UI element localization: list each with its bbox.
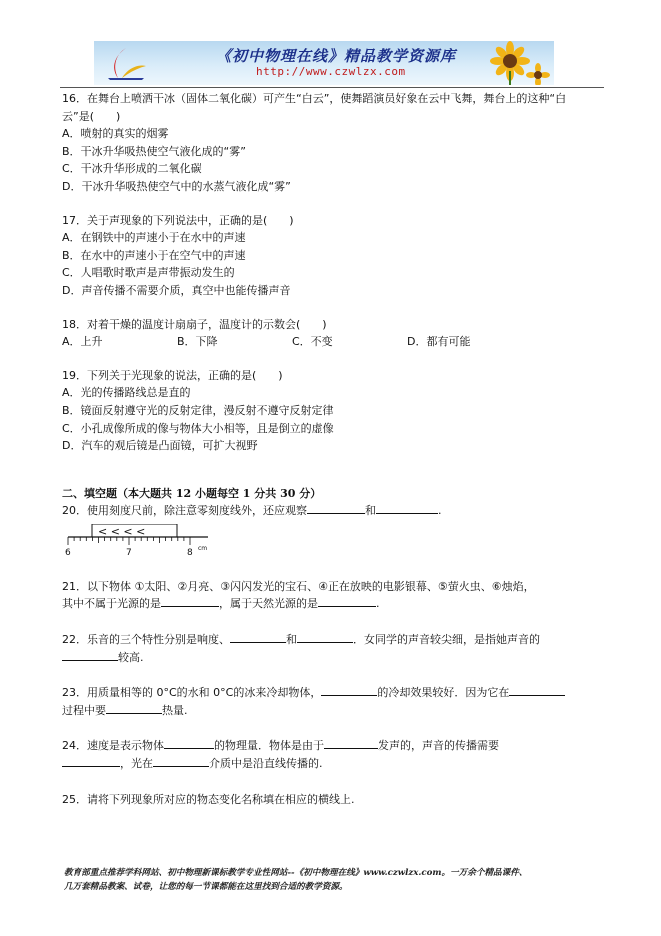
- question-22-text-c: ．女同学的声音较尖细，是指她声音的: [353, 633, 540, 647]
- question-22-blank-1[interactable]: [230, 631, 286, 643]
- question-24-blank-4[interactable]: [153, 755, 209, 767]
- footer-line1: 教育部重点推荐学科网站、初中物理新课标教学专业性网站--《初中物理在线》www.czwlzx.com。一万余个精品课件、: [64, 868, 528, 878]
- question-22: [62, 631, 602, 666]
- question-23-line1: [62, 684, 602, 702]
- ruler-arrows: < < < <: [98, 524, 146, 538]
- question-24-line2: [62, 755, 602, 773]
- site-logo-icon: [102, 44, 150, 82]
- question-16-option-c: C．干冰升华形成的二氧化碳: [62, 162, 202, 176]
- question-22-blank-2[interactable]: [297, 631, 353, 643]
- question-20-text-2: 和: [365, 504, 376, 518]
- question-19-option-d: D．汽车的观后镜是凸面镜，可扩大视野: [62, 439, 258, 453]
- question-18-option-d: D．都有可能: [407, 335, 471, 349]
- question-24-line1: [62, 737, 602, 755]
- question-16-stem-line2: 云”是( ): [62, 109, 121, 123]
- question-24-blank-1[interactable]: [164, 737, 214, 749]
- question-18-options: [62, 333, 602, 351]
- sunflower-image-icon: [480, 41, 550, 85]
- exam-content: [62, 90, 602, 808]
- question-20-text-1: 20．使用刻度尺前，除注意零刻度线外，还应观察: [62, 504, 307, 518]
- question-21-line1: 21．以下物体 ①太阳、②月亮、③闪闪发光的宝石、④正在放映的电影银幕、⑤萤火虫、⑥烛焰，: [62, 579, 535, 593]
- question-19: [62, 367, 602, 455]
- question-24-text-d: ，光在: [120, 757, 153, 771]
- question-18-stem: 18．对着干燥的温度计扇扇子，温度计的示数会( ): [62, 317, 327, 331]
- question-18-option-a: A．上升: [62, 335, 103, 349]
- question-24-blank-3[interactable]: [62, 755, 120, 767]
- question-22-line2: [62, 649, 602, 667]
- question-19-option-c: C．小孔成像所成的像与物体大小相等，且是倒立的虚像: [62, 421, 334, 435]
- question-24-blank-2[interactable]: [324, 737, 378, 749]
- question-23: [62, 684, 602, 719]
- question-22-text-b: 和: [286, 633, 297, 647]
- ruler-figure: [62, 524, 212, 558]
- question-19-stem: 19．下列关于光现象的说法，正确的是( ): [62, 368, 283, 382]
- banner-title: 《初中物理在线》精品教学资源库: [216, 47, 457, 65]
- question-23-line2: [62, 702, 602, 720]
- banner-url: http://www.czwlzx.com: [256, 65, 406, 78]
- question-23-text-c: 过程中要: [62, 703, 106, 717]
- question-16-stem-line1: 16．在舞台上喷洒干冰（固体二氧化碳）可产生“白云”，使舞蹈演员好象在云中飞舞，舞台上的这种“白: [62, 92, 567, 105]
- question-18-option-c: C．不变: [292, 335, 333, 349]
- header-divider: [60, 87, 604, 88]
- question-20-blank-2[interactable]: [376, 502, 438, 514]
- question-23-blank-2[interactable]: [509, 684, 565, 696]
- footer: [64, 866, 604, 894]
- question-23-text-b: 的冷却效果较好．因为它在: [377, 686, 510, 700]
- question-21-line2: [62, 595, 602, 613]
- ruler-tick-label-8: 8: [187, 547, 193, 558]
- footer-line2: 几万套精品教案、试卷，让您的每一节课都能在这里找到合适的教学资源。: [64, 882, 348, 892]
- question-23-text-d: 热量.: [162, 703, 188, 717]
- question-23-blank-3[interactable]: [106, 702, 162, 714]
- question-21-text-a: 其中不属于光源的是: [62, 597, 161, 611]
- question-21-text-b: ，属于天然光源的是: [219, 597, 318, 611]
- question-24-text-e: 介质中是沿直线传播的.: [209, 757, 323, 771]
- question-18: [62, 316, 602, 351]
- ruler-tick-label-7: 7: [126, 547, 132, 558]
- ruler-ticks: [68, 537, 190, 545]
- question-21-text-c: .: [376, 597, 380, 611]
- question-19-option-b: B．镜面反射遵守光的反射定律，漫反射不遵守反射定律: [62, 403, 334, 417]
- question-24-text-c: 发声的，声音的传播需要: [378, 739, 499, 753]
- question-25: 25．请将下列现象所对应的物态变化名称填在相应的横线上.: [62, 792, 355, 806]
- question-20-blank-1[interactable]: [307, 502, 365, 514]
- question-16-option-b: B．干冰升华吸热使空气液化成的“雾”: [62, 144, 246, 158]
- question-16: [62, 90, 602, 196]
- question-17: [62, 212, 602, 300]
- question-23-blank-1[interactable]: [321, 684, 377, 696]
- ruler-unit-label: cm: [198, 544, 208, 552]
- question-18-option-b: B．下降: [177, 335, 218, 349]
- question-17-option-d: D．声音传播不需要介质，真空中也能传播声音: [62, 283, 291, 297]
- question-20-text-3: .: [438, 504, 442, 518]
- question-17-option-c: C．人唱歌时歌声是声带振动发生的: [62, 266, 235, 280]
- question-24-text-a: 24．速度是表示物体: [62, 739, 164, 753]
- question-21: [62, 578, 602, 613]
- ruler-diagram: [62, 524, 212, 558]
- question-22-blank-3[interactable]: [62, 649, 118, 661]
- question-16-option-a: A．喷射的真实的烟雾: [62, 127, 169, 141]
- section-2-heading: 二、填空题（本大题共 12 小题每空 1 分共 30 分）: [62, 486, 322, 500]
- question-24-text-b: 的物理量．物体是由于: [214, 739, 324, 753]
- ruler-tick-label-6: 6: [65, 547, 71, 558]
- question-22-text-d: 较高.: [118, 650, 144, 664]
- question-20: [62, 502, 602, 520]
- question-16-option-d: D．干冰升华吸热使空气中的水蒸气液化成“雾”: [62, 179, 291, 193]
- question-17-stem: 17．关于声现象的下列说法中，正确的是( ): [62, 213, 294, 227]
- question-22-text-a: 22．乐音的三个特性分别是响度、: [62, 633, 230, 647]
- question-23-text-a: 23．用质量相等的 0°C的水和 0°C的冰来冷却物体，: [62, 686, 322, 700]
- question-19-option-a: A．光的传播路线总是直的: [62, 386, 191, 400]
- question-21-blank-2[interactable]: [318, 595, 376, 607]
- question-22-line1: [62, 631, 602, 649]
- header-banner: [94, 41, 554, 85]
- question-17-option-a: A．在钢铁中的声速小于在水中的声速: [62, 231, 246, 245]
- question-17-option-b: B．在水中的声速小于在空气中的声速: [62, 248, 246, 262]
- question-21-blank-1[interactable]: [161, 595, 219, 607]
- question-24: [62, 737, 602, 772]
